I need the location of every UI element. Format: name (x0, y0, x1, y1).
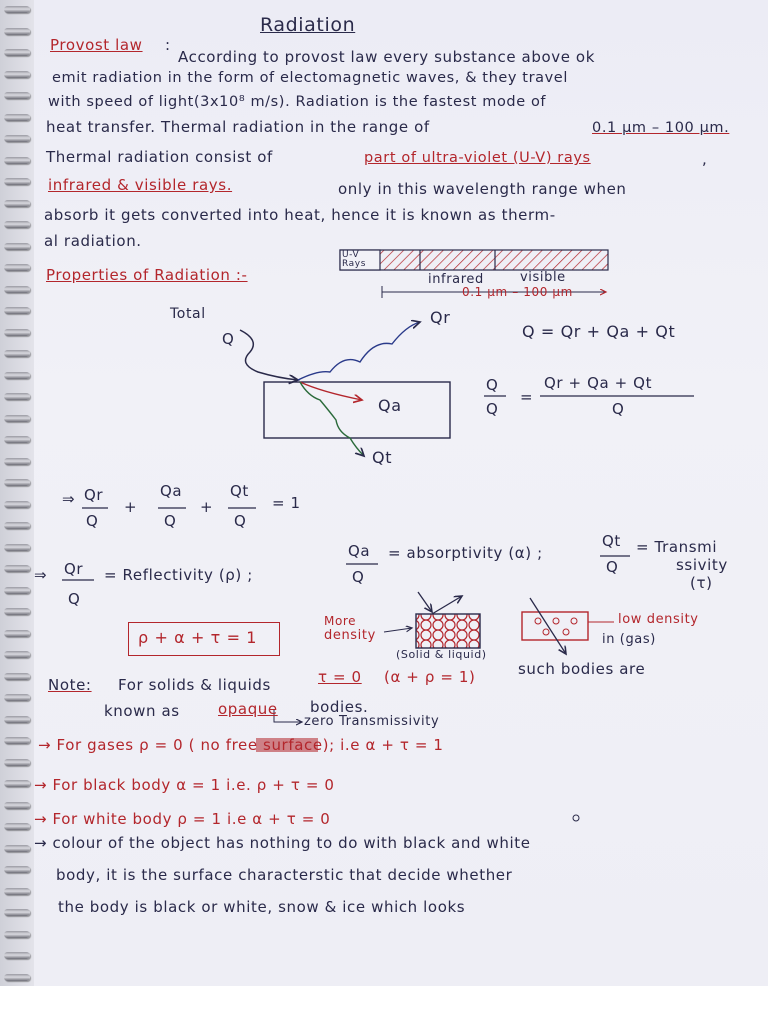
diagram-qa: Qa (378, 396, 402, 415)
diagram-qr: Qr (430, 308, 451, 327)
diagram-qt: Qt (372, 448, 393, 467)
note-colour-1: → colour of the object has nothing to do with black and white (34, 834, 531, 852)
note-colour-3: the body is black or white, snow & ice which looks (58, 898, 466, 916)
note-colour-2: body, it is the surface characterstic that decide whether (56, 866, 513, 884)
spectrum-range-label: 0.1 μm – 100 μm (462, 285, 573, 299)
sum-qa-den: Q (164, 512, 177, 530)
def-arrow: ⇒ (34, 566, 48, 584)
solid-liquid-box (416, 614, 480, 648)
def-absorptivity: = absorptivity (α) ; (388, 544, 543, 562)
in-gas-label: in (gas) (602, 632, 656, 647)
equation-total: Q = Qr + Qa + Qt (522, 322, 676, 341)
note-black-body: → For black body α = 1 i.e. ρ + τ = 0 (34, 776, 335, 794)
provost-line-5a: Thermal radiation consist of (46, 148, 273, 166)
diagram-q: Q (222, 330, 235, 348)
def-qt-den: Q (606, 558, 619, 576)
note-line-1c: (α + ρ = 1) (384, 668, 476, 686)
provost-law-heading: Provost law (50, 36, 143, 54)
spectrum-visible-label: visible (520, 270, 566, 285)
sum-plus-1: + (124, 498, 138, 516)
note-line-2b: opaque (218, 700, 278, 718)
sum-rhs: = 1 (272, 494, 301, 512)
provost-colon: : (165, 36, 171, 54)
provost-line-5b: part of ultra-violet (U-V) rays (364, 150, 591, 166)
provost-line-7: absorb it gets converted into heat, hence it is known as therm- (44, 206, 556, 224)
def-qa-den: Q (352, 568, 365, 586)
reflected-ray (298, 322, 420, 380)
more-density-label-1: More (324, 614, 357, 628)
eq2-rhs-num: Qr + Qa + Qt (544, 374, 653, 392)
provost-line-1: According to provost law every substance above ok (178, 48, 595, 66)
sum-qr-num: Qr (84, 486, 104, 504)
provost-line-3: with speed of light(3x10⁸ m/s). Radiation is the fastest mode of (48, 94, 547, 110)
def-qt-num: Qt (602, 532, 621, 550)
def-transmissivity-2: ssivity (676, 556, 728, 574)
provost-line-8: al radiation. (44, 232, 142, 250)
slab (264, 382, 450, 438)
spectrum-uv-label: U-V Rays (342, 250, 366, 269)
provost-line-4: heat transfer. Thermal radiation in the range of (46, 118, 430, 136)
provost-line-6a: infrared & visible rays. (48, 176, 233, 194)
note-white-body: → For white body ρ = 1 i.e α + τ = 0 (34, 810, 331, 828)
provost-line-6b: only in this wavelength range when (338, 180, 627, 198)
note-label: Note: (48, 676, 92, 694)
spectrum-infrared-label: infrared (428, 272, 484, 287)
diagram-total: Total (170, 306, 206, 322)
provost-line-5c: , (702, 150, 708, 168)
zero-transmissivity-note: zero Transmissivity (304, 714, 440, 729)
note-line-1d: such bodies are (518, 660, 646, 678)
note-line-2c: bodies. (310, 698, 369, 716)
properties-heading: Properties of Radiation :- (46, 266, 248, 284)
note-gases: → For gases ρ = 0 ( no free surface); i.e α + τ = 1 (38, 736, 444, 754)
low-density-label: low density (618, 612, 699, 627)
def-qr-den: Q (68, 590, 81, 608)
eq2-equals: = (520, 388, 534, 406)
incident-ray (240, 330, 298, 380)
boxed-equation-text: ρ + α + τ = 1 (138, 628, 258, 647)
def-transmissivity-1: = Transmi (636, 538, 718, 556)
eq2-lhs-num: Q (486, 376, 499, 394)
note-line-2a: known as (104, 702, 180, 720)
sum-plus-2: + (200, 498, 214, 516)
absorbed-ray (300, 382, 362, 400)
eq2-rhs-den: Q (612, 400, 625, 418)
note-line-1b: τ = 0 (318, 668, 362, 686)
def-qa-num: Qa (348, 542, 371, 560)
provost-line-2: emit radiation in the form of electomagnetic waves, & they travel (52, 70, 568, 86)
note-line-1a: For solids & liquids (118, 676, 271, 694)
more-density-label-2: density (324, 628, 376, 643)
provost-range: 0.1 μm – 100 μm. (592, 120, 730, 136)
def-transmissivity-3: (τ) (690, 574, 713, 592)
def-qr-num: Qr (64, 560, 84, 578)
sum-qt-den: Q (234, 512, 247, 530)
solid-liquid-label: (Solid & liquid) (396, 648, 487, 661)
def-reflectivity: = Reflectivity (ρ) ; (104, 566, 253, 584)
sum-qt-num: Qt (230, 482, 249, 500)
sum-arrow: ⇒ (62, 490, 76, 508)
page-title: Radiation (260, 14, 356, 36)
sum-qa-num: Qa (160, 482, 183, 500)
sum-qr-den: Q (86, 512, 99, 530)
eq2-lhs-den: Q (486, 400, 499, 418)
